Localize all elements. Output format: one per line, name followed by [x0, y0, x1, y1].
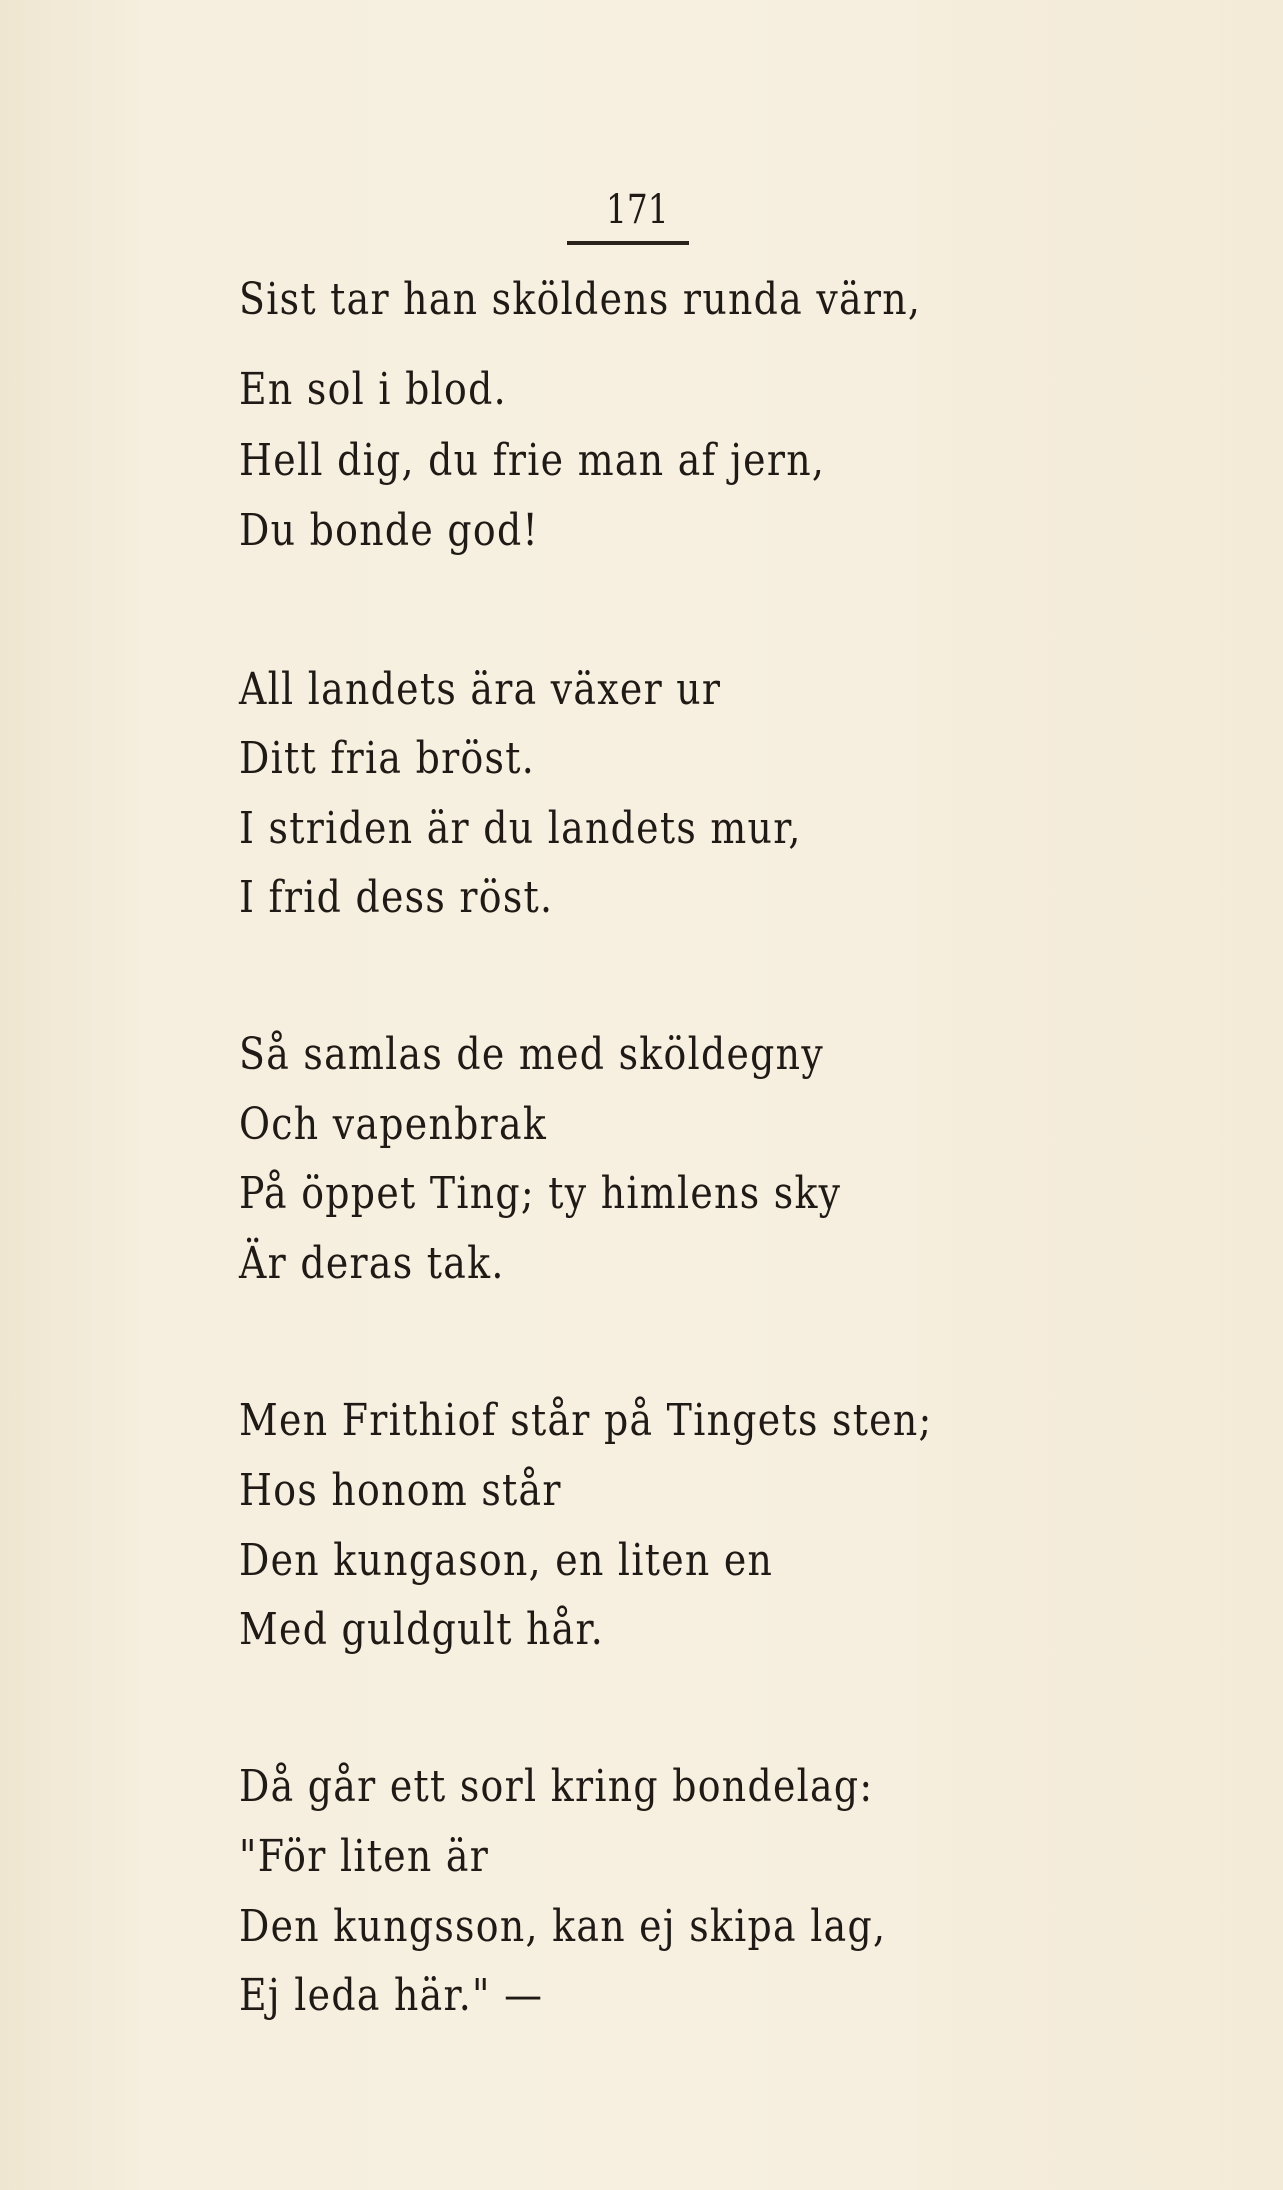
- poem-line: På öppet Ting; ty himlens sky: [239, 1168, 842, 1219]
- poem-line: "För liten är: [239, 1831, 490, 1882]
- page-number: 171: [605, 187, 669, 233]
- poem-line: All landets ära växer ur: [239, 664, 722, 715]
- poem-line: Ej leda här." —: [239, 1970, 544, 2021]
- poem-line: I striden är du landets mur,: [239, 803, 802, 854]
- poem-line: Hell dig, du frie man af jern,: [239, 435, 826, 486]
- poem-line: Ditt fria bröst.: [239, 733, 536, 784]
- poem-line: Så samlas de med sköldegny: [239, 1029, 825, 1080]
- poem-line: En sol i blod.: [239, 364, 507, 415]
- poem-line: Sist tar han sköldens runda värn,: [239, 274, 922, 325]
- poem-line: Med guldgult hår.: [239, 1604, 605, 1655]
- poem-line: Hos honom står: [239, 1465, 562, 1516]
- page-number-rule: [567, 241, 689, 245]
- poem-line: Är deras tak.: [239, 1238, 505, 1289]
- poem-line: I frid dess röst.: [239, 872, 554, 923]
- poem-line: Du bonde god!: [239, 505, 539, 556]
- poem-line: Då går ett sorl kring bondelag:: [239, 1761, 874, 1812]
- poem-line: Den kungsson, kan ej skipa lag,: [239, 1901, 887, 1952]
- poem-line: Men Frithiof står på Tingets sten;: [239, 1395, 933, 1446]
- poem-line: Den kungason, en liten en: [239, 1535, 774, 1586]
- poem-line: Och vapenbrak: [239, 1099, 548, 1150]
